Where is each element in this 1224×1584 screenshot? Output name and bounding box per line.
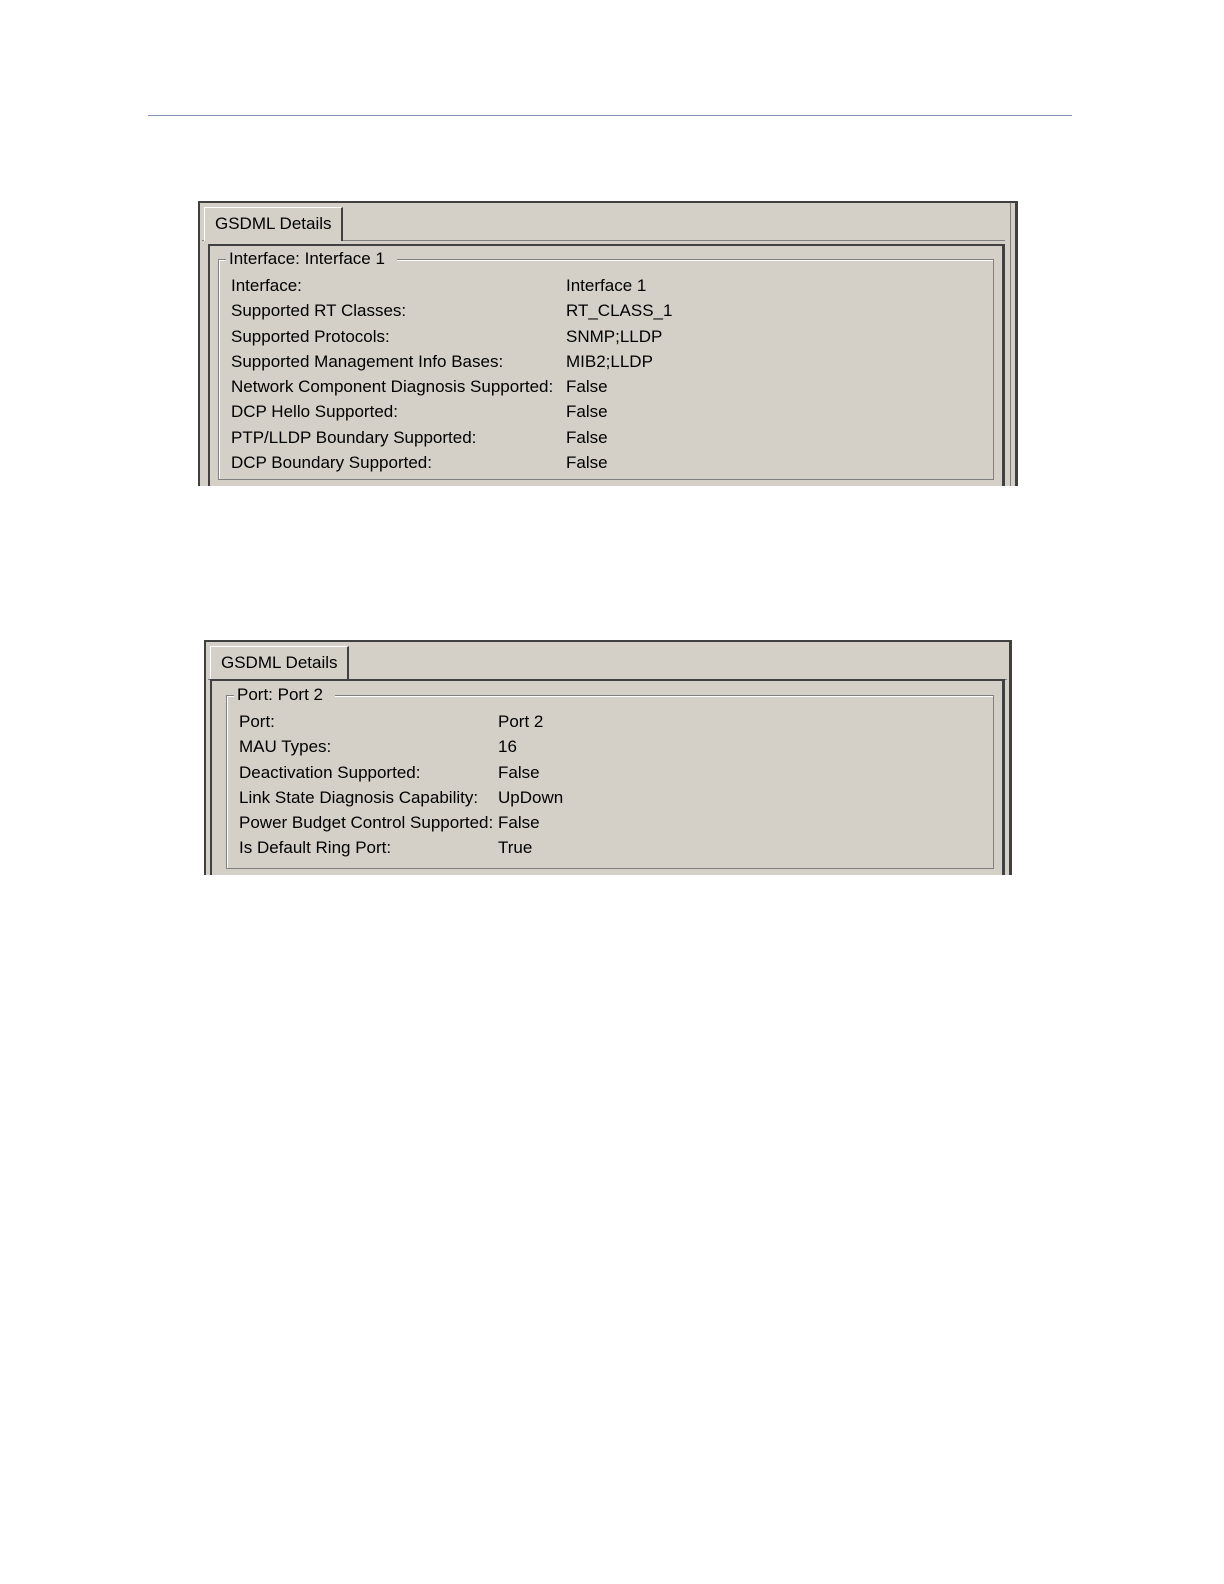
property-row bbox=[223, 349, 993, 374]
property-value: Interface 1 bbox=[566, 276, 647, 295]
interface-groupbox bbox=[218, 249, 994, 480]
port-groupbox bbox=[226, 685, 994, 869]
header-rule bbox=[148, 115, 1072, 116]
property-row bbox=[223, 374, 993, 399]
property-label: DCP Boundary Supported: bbox=[231, 453, 432, 473]
property-row bbox=[231, 709, 993, 734]
property-value: UpDown bbox=[498, 787, 564, 807]
property-label: MAU Types: bbox=[239, 737, 332, 757]
tab-content bbox=[208, 244, 1005, 486]
property-row bbox=[231, 835, 993, 860]
property-label: PTP/LLDP Boundary Supported: bbox=[231, 427, 477, 447]
property-value: False bbox=[498, 762, 540, 782]
property-row bbox=[231, 734, 993, 759]
property-value: 16 bbox=[498, 737, 517, 757]
property-label: Supported Protocols: bbox=[231, 326, 390, 346]
property-value: Port 2 bbox=[498, 712, 544, 731]
property-value: False bbox=[566, 427, 608, 447]
port-details-panel bbox=[204, 640, 1012, 875]
property-row bbox=[223, 425, 993, 450]
property-label: Is Default Ring Port: bbox=[239, 838, 392, 858]
tab-content bbox=[210, 679, 1005, 875]
property-row bbox=[231, 785, 993, 810]
property-value: False bbox=[566, 377, 608, 397]
tab-gsdml-details[interactable]: GSDML Details bbox=[204, 207, 343, 241]
property-value: False bbox=[566, 453, 608, 473]
property-row bbox=[223, 273, 993, 298]
tab-strip bbox=[208, 644, 1007, 680]
property-label: Port: bbox=[239, 712, 275, 731]
property-value: RT_CLASS_1 bbox=[566, 301, 673, 321]
groupbox-title: Port: Port 2 bbox=[234, 685, 335, 705]
property-row bbox=[231, 810, 993, 835]
property-value: False bbox=[498, 813, 540, 833]
property-row bbox=[223, 399, 993, 424]
property-label: Interface: bbox=[231, 276, 302, 295]
property-label: DCP Hello Supported: bbox=[231, 402, 398, 422]
property-row bbox=[223, 298, 993, 323]
property-label: Supported Management Info Bases: bbox=[231, 351, 504, 371]
property-value: SNMP;LLDP bbox=[566, 326, 663, 346]
property-label: Network Component Diagnosis Supported: bbox=[231, 377, 554, 397]
property-label: Power Budget Control Supported: bbox=[239, 813, 494, 833]
property-row bbox=[231, 760, 993, 785]
property-value: MIB2;LLDP bbox=[566, 351, 653, 371]
property-label: Deactivation Supported: bbox=[239, 762, 421, 782]
property-row bbox=[223, 324, 993, 349]
interface-details-panel bbox=[198, 201, 1018, 486]
property-list bbox=[223, 273, 993, 475]
property-label: Link State Diagnosis Capability: bbox=[239, 787, 479, 807]
groupbox-title: Interface: Interface 1 bbox=[226, 249, 397, 269]
property-label: Supported RT Classes: bbox=[231, 301, 407, 321]
property-list bbox=[231, 709, 993, 861]
property-value: True bbox=[498, 838, 533, 858]
property-row bbox=[223, 450, 993, 475]
tab-gsdml-details[interactable]: GSDML Details bbox=[210, 646, 349, 680]
property-value: False bbox=[566, 402, 608, 422]
tab-strip bbox=[202, 205, 1005, 241]
